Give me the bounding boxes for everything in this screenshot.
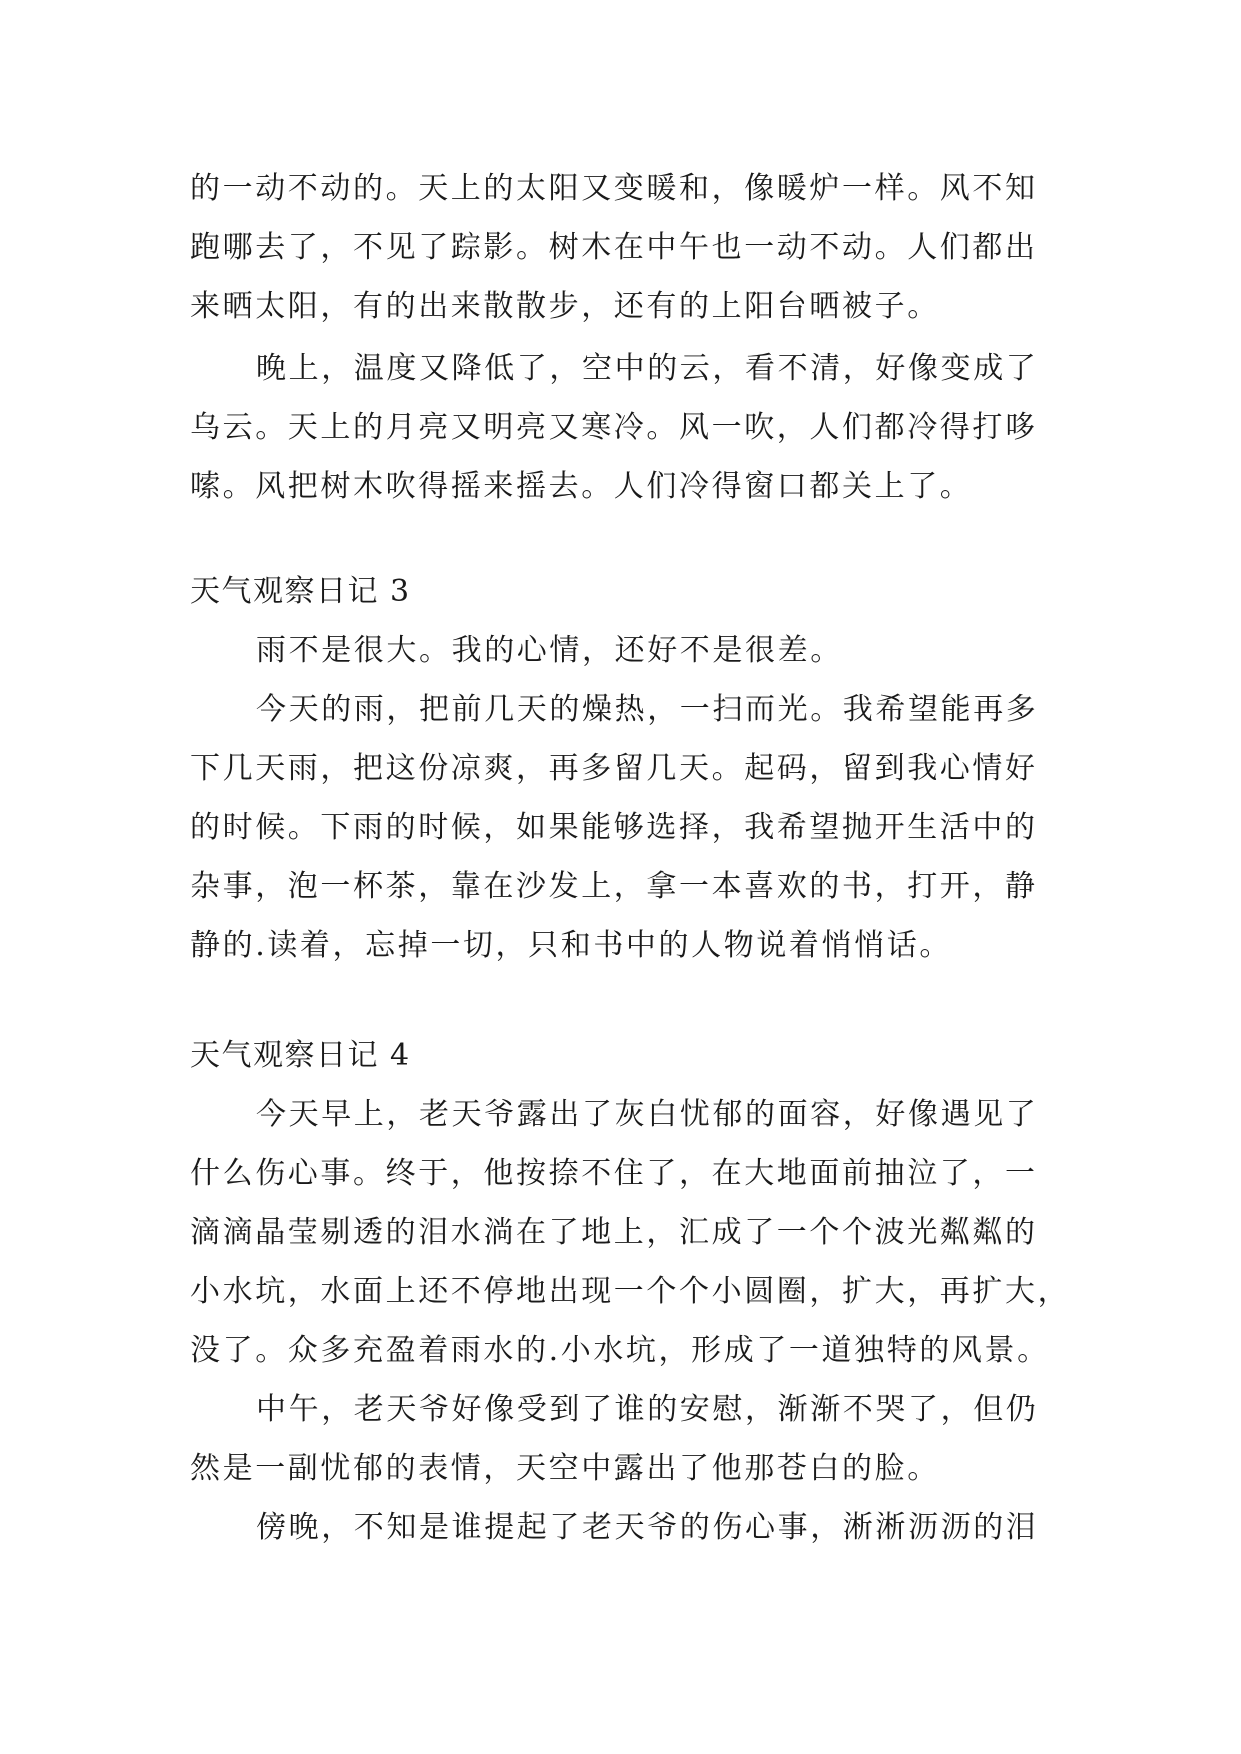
paragraph-rain-today [190, 680, 1060, 975]
text-line: 雨不是很大。我的心情，还好不是很差。 [256, 633, 843, 668]
heading-text: 天气观察日记 3 [190, 574, 411, 609]
paragraph-rain-mood [190, 621, 1060, 680]
text-line: 今天早上，老天爷露出了灰白忧郁的面容，好像遇见了 [256, 1097, 1039, 1132]
text-line: 下几天雨，把这份凉爽，再多留几天。起码，留到我心情好 [190, 751, 1038, 786]
paragraph-evening [190, 339, 1060, 516]
text-line: 没了。众多充盈着雨水的.小水坑，形成了一道独特的风景。 [190, 1333, 1050, 1368]
text-line: 静的.读着，忘掉一切，只和书中的人物说着悄悄话。 [190, 928, 952, 963]
text-line: 今天的雨，把前几天的燥热，一扫而光。我希望能再多 [256, 692, 1039, 727]
text-line: 然是一副忧郁的表情，天空中露出了他那苍白的脸。 [190, 1451, 940, 1486]
heading-text: 天气观察日记 4 [190, 1038, 411, 1073]
text-line: 傍晚，不知是谁提起了老天爷的伤心事，淅淅沥沥的泪 [256, 1510, 1039, 1545]
text-line: 杂事，泡一杯茶，靠在沙发上，拿一本喜欢的书，打开，静 [190, 869, 1038, 904]
text-line: 中午，老天爷好像受到了谁的安慰，渐渐不哭了，但仍 [256, 1392, 1039, 1427]
section-heading-diary-3 [190, 562, 1060, 621]
paragraph-dusk [190, 1498, 1060, 1557]
text-line: 的一动不动的。天上的太阳又变暖和，像暖炉一样。风不知 [190, 171, 1038, 206]
text-line: 晚上，温度又降低了，空中的云，看不清，好像变成了 [256, 351, 1039, 386]
text-line: 来晒太阳，有的出来散散步，还有的上阳台晒被子。 [190, 289, 940, 324]
text-line: 小水坑，水面上还不停地出现一个个小圆圈，扩大，再扩大， [190, 1274, 1071, 1309]
text-line: 什么伤心事。终于，他按捺不住了，在大地面前抽泣了，一 [190, 1156, 1038, 1191]
text-line: 嗦。风把树木吹得摇来摇去。人们冷得窗口都关上了。 [190, 469, 973, 504]
text-line: 滴滴晶莹剔透的泪水淌在了地上，汇成了一个个波光粼粼的 [190, 1215, 1038, 1250]
paragraph-noon [190, 1380, 1060, 1498]
text-line: 的时候。下雨的时候，如果能够选择，我希望抛开生活中的 [190, 810, 1038, 845]
paragraph-morning [190, 1085, 1071, 1380]
paragraph-continuation [190, 159, 1060, 336]
section-heading-diary-4 [190, 1026, 1060, 1085]
text-line: 跑哪去了，不见了踪影。树木在中午也一动不动。人们都出 [190, 230, 1038, 265]
text-line: 乌云。天上的月亮又明亮又寒冷。风一吹，人们都冷得打哆 [190, 410, 1038, 445]
